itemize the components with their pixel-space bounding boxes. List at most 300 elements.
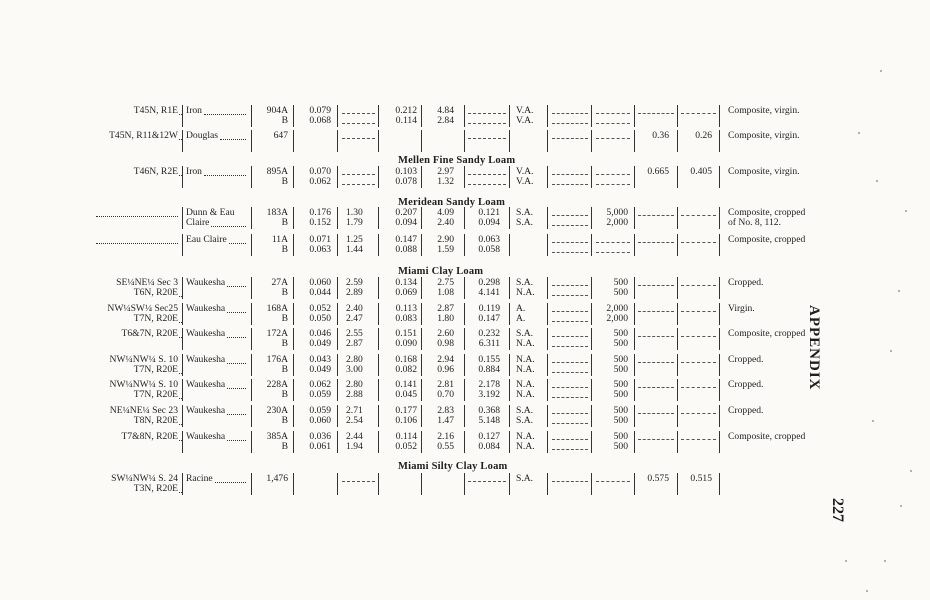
column-rule [293, 405, 294, 427]
table-cell-c1: 0.063 [309, 244, 331, 255]
blank-entry-dashes [681, 387, 716, 388]
table-cell-c4: 4.09 [437, 207, 454, 218]
table-cell-c1: 0.070 [309, 166, 331, 177]
leader-dots [179, 114, 182, 115]
leader-dots [220, 139, 246, 140]
table-cell-c1: 0.059 [309, 405, 331, 416]
blank-entry-dashes [638, 413, 674, 414]
column-rule [421, 234, 422, 256]
column-rule [251, 328, 252, 350]
blank-entry-dashes [552, 225, 588, 226]
leader-dots [179, 492, 182, 493]
blank-entry-dashes [638, 113, 674, 114]
column-rule [547, 166, 548, 188]
table-cell-c4: 2.16 [437, 431, 454, 442]
table-cell-no: B [281, 176, 288, 187]
table-cell-c4: 2.87 [437, 303, 454, 314]
table-cell-c2: 1.44 [346, 244, 363, 255]
column-rule [547, 105, 548, 127]
table-cell-c4: 2.81 [437, 379, 454, 390]
table-cell-no: 228A [266, 379, 288, 390]
blank-entry-dashes [342, 123, 375, 124]
paper-speck [845, 560, 847, 562]
column-rule [337, 105, 338, 127]
table-cell-remarks: Virgin. [728, 303, 755, 314]
table-cell-c4: 1.08 [437, 287, 454, 298]
column-rule [634, 234, 635, 256]
column-rule [421, 166, 422, 188]
column-rule [251, 473, 252, 495]
table-cell-no: B [281, 217, 288, 228]
column-rule [591, 130, 592, 152]
column-rule [509, 379, 510, 401]
section-heading: Meridean Sandy Loam [398, 197, 506, 208]
column-rule [634, 405, 635, 427]
column-rule [421, 277, 422, 299]
column-rule [251, 379, 252, 401]
column-rule [378, 405, 379, 427]
table-cell-c5: 5.148 [478, 415, 500, 426]
blank-entry-dashes [468, 138, 506, 139]
paper-speck [884, 560, 886, 562]
column-rule [719, 379, 720, 401]
blank-entry-dashes [552, 123, 588, 124]
table-cell-no: 647 [273, 130, 288, 141]
table-cell-c6: S.A. [516, 328, 534, 339]
column-rule [591, 354, 592, 376]
table-cell-c4: 1.32 [437, 176, 454, 187]
column-rule [547, 130, 548, 152]
table-cell-c4: 2.94 [437, 354, 454, 365]
table-cell-c5: 0.884 [478, 364, 500, 375]
blank-entry-dashes [552, 372, 588, 373]
column-rule [719, 431, 720, 453]
blank-entry-dashes [596, 113, 630, 114]
table-cell-c3: 0.177 [395, 405, 417, 416]
table-cell-c8: 500 [613, 328, 628, 339]
table-cell-c3: 0.045 [395, 389, 417, 400]
table-cell-loc: NW¼NW¼ S. 10 [109, 354, 178, 365]
table-cell-c4: 0.98 [437, 338, 454, 349]
column-rule [719, 354, 720, 376]
table-cell-c8: 500 [613, 441, 628, 452]
blank-entry-dashes [342, 184, 375, 185]
table-cell-loc: T45N, R11&12W [109, 130, 178, 141]
table-cell-loc: T6N, R20E [133, 287, 178, 298]
column-rule [547, 354, 548, 376]
column-rule [251, 303, 252, 325]
column-rule [182, 431, 183, 453]
column-rule [677, 405, 678, 427]
table-cell-loc: NE¼NE¼ Sec 23 [109, 405, 178, 416]
table-cell-c1: 0.071 [309, 234, 331, 245]
blank-entry-dashes [638, 285, 674, 286]
table-cell-no: 895A [266, 166, 288, 177]
column-rule [547, 234, 548, 256]
table-cell-c8: 2,000 [606, 217, 628, 228]
column-rule [634, 473, 635, 495]
table-cell-c6: A. [516, 303, 526, 314]
column-rule [182, 405, 183, 427]
column-rule [509, 405, 510, 427]
column-rule [378, 354, 379, 376]
column-rule [182, 207, 183, 229]
table-cell-c6: S.A. [516, 277, 534, 288]
table-cell-c3: 0.088 [395, 244, 417, 255]
column-rule [464, 303, 465, 325]
table-cell-c1: 0.052 [309, 303, 331, 314]
leader-dots [179, 296, 182, 297]
leader-dots [96, 243, 178, 244]
column-rule [421, 328, 422, 350]
table-cell-c6: S.A. [516, 217, 534, 228]
column-rule [464, 354, 465, 376]
column-rule [378, 105, 379, 127]
blank-entry-dashes [342, 113, 375, 114]
table-cell-c1: 0.036 [309, 431, 331, 442]
column-rule [182, 234, 183, 256]
column-rule [378, 207, 379, 229]
table-cell-loc: SW¼NW¼ S. 24 [111, 473, 178, 484]
blank-entry-dashes [468, 174, 506, 175]
table-cell-c3: 0.141 [395, 379, 417, 390]
paper-speck [890, 350, 892, 352]
column-rule [547, 277, 548, 299]
column-rule [378, 473, 379, 495]
column-rule [251, 431, 252, 453]
table-cell-c1: 0.061 [309, 441, 331, 452]
column-rule [634, 303, 635, 325]
column-rule [293, 379, 294, 401]
table-cell-county: Waukesha [186, 405, 226, 416]
table-cell-c6: N.A. [516, 441, 535, 452]
blank-entry-dashes [638, 387, 674, 388]
table-cell-c2: 1.94 [346, 441, 363, 452]
table-cell-c3: 0.103 [395, 166, 417, 177]
column-rule [421, 473, 422, 495]
table-cell-remarks: Composite, virgin. [728, 130, 800, 141]
leader-dots [227, 414, 246, 415]
table-cell-c5: 0.147 [478, 313, 500, 324]
table-cell-c5: 0.232 [478, 328, 500, 339]
blank-entry-dashes [638, 439, 674, 440]
column-rule [421, 105, 422, 127]
column-rule [591, 277, 592, 299]
blank-entry-dashes [552, 481, 588, 482]
blank-entry-dashes [552, 346, 588, 347]
column-rule [421, 354, 422, 376]
table-cell-c5: 0.368 [478, 405, 500, 416]
table-cell-c4: 1.59 [437, 244, 454, 255]
table-cell-no: 176A [266, 354, 288, 365]
column-rule [337, 277, 338, 299]
column-rule [421, 207, 422, 229]
table-cell-c1: 0.060 [309, 277, 331, 288]
column-rule [677, 130, 678, 152]
page-number: 227 [829, 498, 846, 522]
column-rule [464, 105, 465, 127]
table-cell-c2: 2.55 [346, 328, 363, 339]
table-cell-c8: 500 [613, 354, 628, 365]
table-cell-county: Dunn & Eau [186, 207, 235, 218]
blank-entry-dashes [596, 184, 630, 185]
column-rule [251, 166, 252, 188]
column-rule [337, 354, 338, 376]
paper-speck [900, 505, 902, 507]
blank-entry-dashes [552, 311, 588, 312]
column-rule [719, 105, 720, 127]
table-cell-c1: 0.176 [309, 207, 331, 218]
blank-entry-dashes [552, 113, 588, 114]
table-cell-c8: 500 [613, 389, 628, 400]
table-cell-c4: 0.55 [437, 441, 454, 452]
table-cell-c9: 0.665 [647, 166, 669, 177]
leader-dots [179, 139, 182, 140]
table-cell-c8: 500 [613, 379, 628, 390]
table-cell-remarks: Composite, cropped [728, 234, 806, 245]
table-cell-no: 1,476 [266, 473, 288, 484]
column-rule [293, 234, 294, 256]
table-cell-c6: S.A. [516, 473, 534, 484]
paper-speck [866, 590, 868, 592]
table-cell-county: Waukesha [186, 379, 226, 390]
blank-entry-dashes [638, 215, 674, 216]
blank-entry-dashes [342, 174, 375, 175]
table-cell-c10: 0.405 [690, 166, 712, 177]
table-cell-county: Claire [186, 217, 210, 228]
column-rule [464, 473, 465, 495]
column-rule [421, 303, 422, 325]
table-cell-c6: N.A. [516, 287, 535, 298]
table-cell-no: B [281, 415, 288, 426]
column-rule [337, 303, 338, 325]
leader-dots [227, 337, 246, 338]
table-cell-county: Racine [186, 473, 213, 484]
column-rule [634, 277, 635, 299]
column-rule [293, 166, 294, 188]
table-cell-no: 11A [271, 234, 288, 245]
paper-speck [905, 210, 907, 212]
column-rule [251, 234, 252, 256]
table-cell-c3: 0.113 [395, 303, 417, 314]
column-rule [293, 473, 294, 495]
column-rule [591, 405, 592, 427]
table-cell-c3: 0.078 [395, 176, 417, 187]
table-cell-c2: 2.89 [346, 287, 363, 298]
table-cell-loc: T7N, R20E [133, 389, 178, 400]
table-cell-c2: 3.00 [346, 364, 363, 375]
column-rule [634, 328, 635, 350]
table-cell-c8: 2,000 [606, 303, 628, 314]
table-cell-remarks: Composite, cropped [728, 328, 806, 339]
blank-entry-dashes [681, 242, 716, 243]
leader-dots [227, 286, 246, 287]
column-rule [719, 303, 720, 325]
column-rule [634, 354, 635, 376]
table-cell-no: B [281, 313, 288, 324]
blank-entry-dashes [552, 336, 588, 337]
table-cell-loc: T6&7N, R20E [121, 328, 178, 339]
column-rule [677, 207, 678, 229]
table-cell-c4: 2.83 [437, 405, 454, 416]
table-cell-c5: 2.178 [478, 379, 500, 390]
column-rule [337, 379, 338, 401]
column-rule [547, 379, 548, 401]
table-cell-c3: 0.052 [395, 441, 417, 452]
table-cell-remarks: Cropped. [728, 354, 764, 365]
table-cell-no: B [281, 364, 288, 375]
table-cell-c9: 0.575 [647, 473, 669, 484]
table-cell-no: B [281, 287, 288, 298]
column-rule [464, 431, 465, 453]
table-cell-remarks: Composite, virgin. [728, 105, 800, 116]
column-rule [251, 207, 252, 229]
column-rule [719, 473, 720, 495]
column-rule [677, 105, 678, 127]
table-cell-c2: 2.44 [346, 431, 363, 442]
table-cell-c4: 0.70 [437, 389, 454, 400]
column-rule [509, 207, 510, 229]
table-cell-c8: 500 [613, 405, 628, 416]
table-cell-remarks: Composite, cropped [728, 207, 806, 218]
table-cell-c3: 0.106 [395, 415, 417, 426]
table-cell-county: Eau Claire [186, 234, 227, 245]
column-rule [378, 379, 379, 401]
blank-entry-dashes [638, 336, 674, 337]
table-cell-c8: 500 [613, 277, 628, 288]
column-rule [677, 354, 678, 376]
table-cell-c3: 0.168 [395, 354, 417, 365]
table-cell-c4: 2.84 [437, 115, 454, 126]
section-heading: Mellen Fine Sandy Loam [398, 155, 516, 166]
leader-dots [179, 440, 182, 441]
table-cell-c4: 2.75 [437, 277, 454, 288]
table-cell-c5: 0.121 [478, 207, 500, 218]
table-cell-c6: V.A. [516, 105, 534, 116]
blank-entry-dashes [596, 138, 630, 139]
column-rule [591, 207, 592, 229]
column-rule [547, 473, 548, 495]
leader-dots [211, 226, 246, 227]
column-rule [251, 354, 252, 376]
column-rule [677, 303, 678, 325]
table-cell-c3: 0.207 [395, 207, 417, 218]
column-rule [337, 166, 338, 188]
blank-entry-dashes [552, 413, 588, 414]
column-rule [182, 277, 183, 299]
table-cell-remarks: Composite, cropped [728, 431, 806, 442]
table-cell-c8: 500 [613, 364, 628, 375]
column-rule [591, 166, 592, 188]
column-rule [421, 431, 422, 453]
column-rule [634, 431, 635, 453]
blank-entry-dashes [681, 413, 716, 414]
column-rule [634, 379, 635, 401]
table-cell-c8: 500 [613, 431, 628, 442]
column-rule [509, 431, 510, 453]
table-cell-loc: T7&8N, R20E [121, 431, 178, 442]
table-cell-county: Douglas [186, 130, 218, 141]
column-rule [251, 277, 252, 299]
table-cell-no: 904A [266, 105, 288, 116]
table-cell-county: Waukesha [186, 354, 226, 365]
table-cell-c8: 2,000 [606, 313, 628, 324]
table-cell-loc: T7N, R20E [133, 313, 178, 324]
column-rule [719, 166, 720, 188]
table-cell-c1: 0.062 [309, 176, 331, 187]
column-rule [591, 303, 592, 325]
column-rule [378, 328, 379, 350]
blank-entry-dashes [596, 242, 630, 243]
column-rule [719, 234, 720, 256]
blank-entry-dashes [342, 481, 375, 482]
table-cell-remarks: Cropped. [728, 405, 764, 416]
blank-entry-dashes [552, 138, 588, 139]
table-cell-c8: 5,000 [606, 207, 628, 218]
table-cell-loc: T46N, R2E [133, 166, 178, 177]
column-rule [509, 354, 510, 376]
table-cell-loc: T45N, R1E [133, 105, 178, 116]
column-rule [719, 328, 720, 350]
column-rule [464, 234, 465, 256]
leader-dots [204, 175, 246, 176]
table-cell-c3: 0.114 [395, 115, 417, 126]
column-rule [547, 207, 548, 229]
column-rule [547, 328, 548, 350]
column-rule [547, 405, 548, 427]
table-cell-no: 183A [266, 207, 288, 218]
column-rule [677, 234, 678, 256]
column-rule [591, 473, 592, 495]
blank-entry-dashes [681, 285, 716, 286]
column-rule [421, 379, 422, 401]
blank-entry-dashes [552, 387, 588, 388]
column-rule [251, 105, 252, 127]
column-rule [337, 328, 338, 350]
table-cell-c6: N.A. [516, 338, 535, 349]
leader-dots [215, 482, 246, 483]
table-cell-c9: 0.36 [652, 130, 669, 141]
leader-dots [96, 216, 178, 217]
table-cell-remarks: Cropped. [728, 277, 764, 288]
column-rule [293, 277, 294, 299]
table-cell-c1: 0.079 [309, 105, 331, 116]
column-rule [182, 166, 183, 188]
table-cell-c2: 2.88 [346, 389, 363, 400]
table-cell-c6: V.A. [516, 115, 534, 126]
table-cell-remarks: Cropped. [728, 379, 764, 390]
column-rule [421, 405, 422, 427]
table-cell-c1: 0.049 [309, 338, 331, 349]
table-cell-loc: T3N, R20E [133, 483, 178, 494]
column-rule [677, 328, 678, 350]
table-cell-no: 385A [266, 431, 288, 442]
table-cell-c3: 0.083 [395, 313, 417, 324]
table-cell-c5: 0.298 [478, 277, 500, 288]
blank-entry-dashes [552, 449, 588, 450]
column-rule [509, 105, 510, 127]
table-cell-c2: 2.71 [346, 405, 363, 416]
column-rule [293, 354, 294, 376]
column-rule [293, 431, 294, 453]
table-cell-c6: S.A. [516, 405, 534, 416]
column-rule [378, 277, 379, 299]
table-cell-c6: N.A. [516, 354, 535, 365]
column-rule [337, 405, 338, 427]
table-cell-loc: NW¼SW¼ Sec25 [107, 303, 178, 314]
table-cell-c6: N.A. [516, 431, 535, 442]
column-rule [591, 431, 592, 453]
